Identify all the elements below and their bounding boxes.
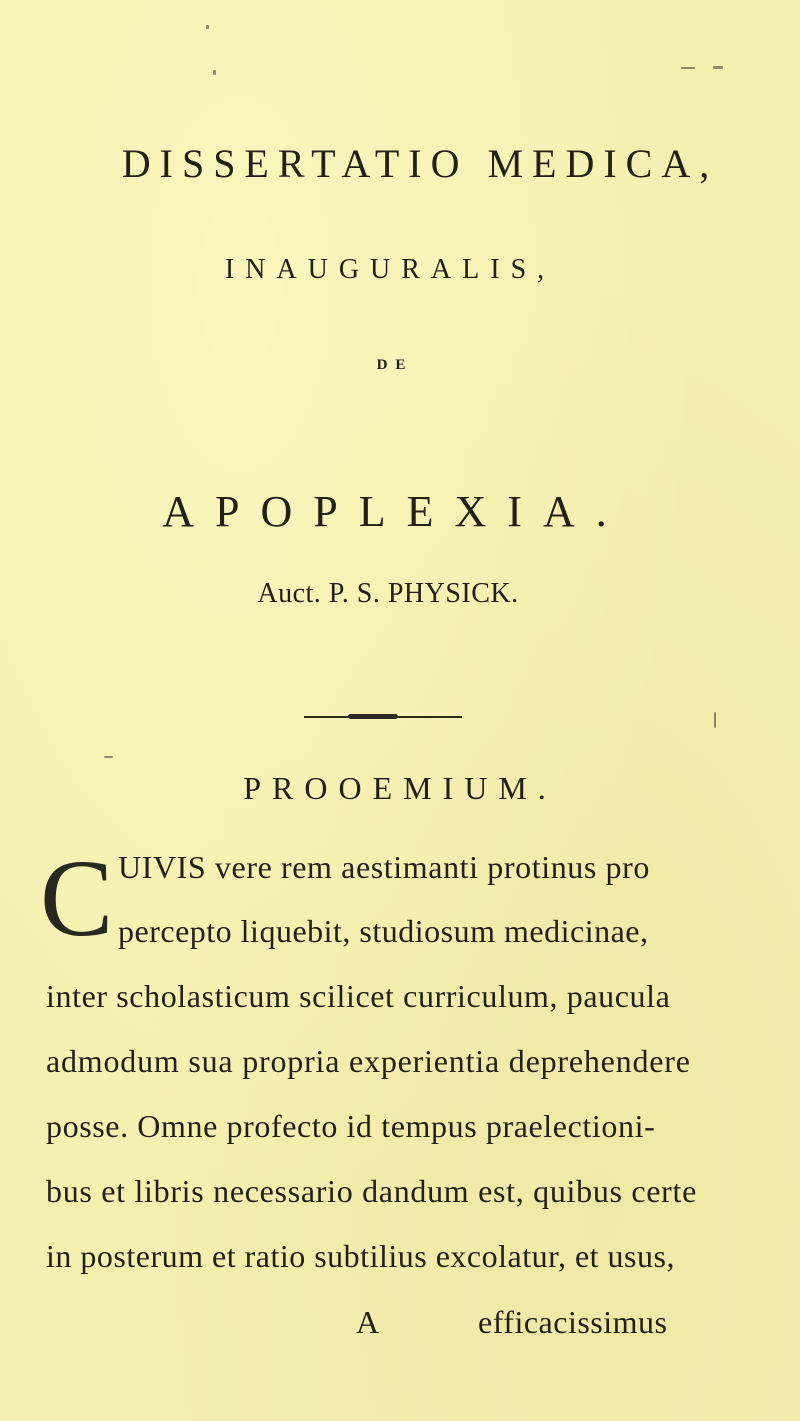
ink-speck bbox=[104, 756, 113, 758]
section-heading: PROOEMIUM. bbox=[243, 770, 557, 806]
title-preposition: DE bbox=[376, 357, 414, 373]
title-subject: APOPLEXIA. bbox=[162, 487, 628, 536]
body-line-1: UIVIS vere rem aestimanti protinus pro bbox=[118, 849, 651, 885]
ink-speck bbox=[714, 712, 716, 728]
body-line-6: bus et libris necessario dandum est, quibus certe bbox=[46, 1173, 698, 1209]
ornamental-rule bbox=[304, 716, 462, 718]
title-main: DISSERTATIO MEDICA, bbox=[121, 141, 719, 186]
title-author: Auct. P. S. PHYSICK. bbox=[257, 578, 519, 609]
ink-speck bbox=[713, 66, 723, 69]
drop-cap: C bbox=[40, 837, 114, 959]
ink-speck bbox=[213, 70, 216, 75]
signature-mark: A bbox=[356, 1304, 380, 1340]
title-subtitle: INAUGURALIS, bbox=[224, 254, 556, 285]
body-line-2: percepto liquebit, studiosum medicinae, bbox=[118, 913, 649, 949]
ink-speck bbox=[206, 25, 209, 29]
body-line-5: posse. Omne profecto id tempus praelectioni- bbox=[46, 1108, 656, 1144]
body-line-7: in posterum et ratio subtilius excolatur, et usus, bbox=[46, 1238, 675, 1274]
body-line-3: inter scholasticum scilicet curriculum, paucula bbox=[46, 978, 671, 1014]
ink-speck bbox=[681, 67, 695, 69]
catchword: efficacissimus bbox=[478, 1304, 668, 1340]
body-line-4: admodum sua propria experientia deprehendere bbox=[46, 1043, 691, 1079]
